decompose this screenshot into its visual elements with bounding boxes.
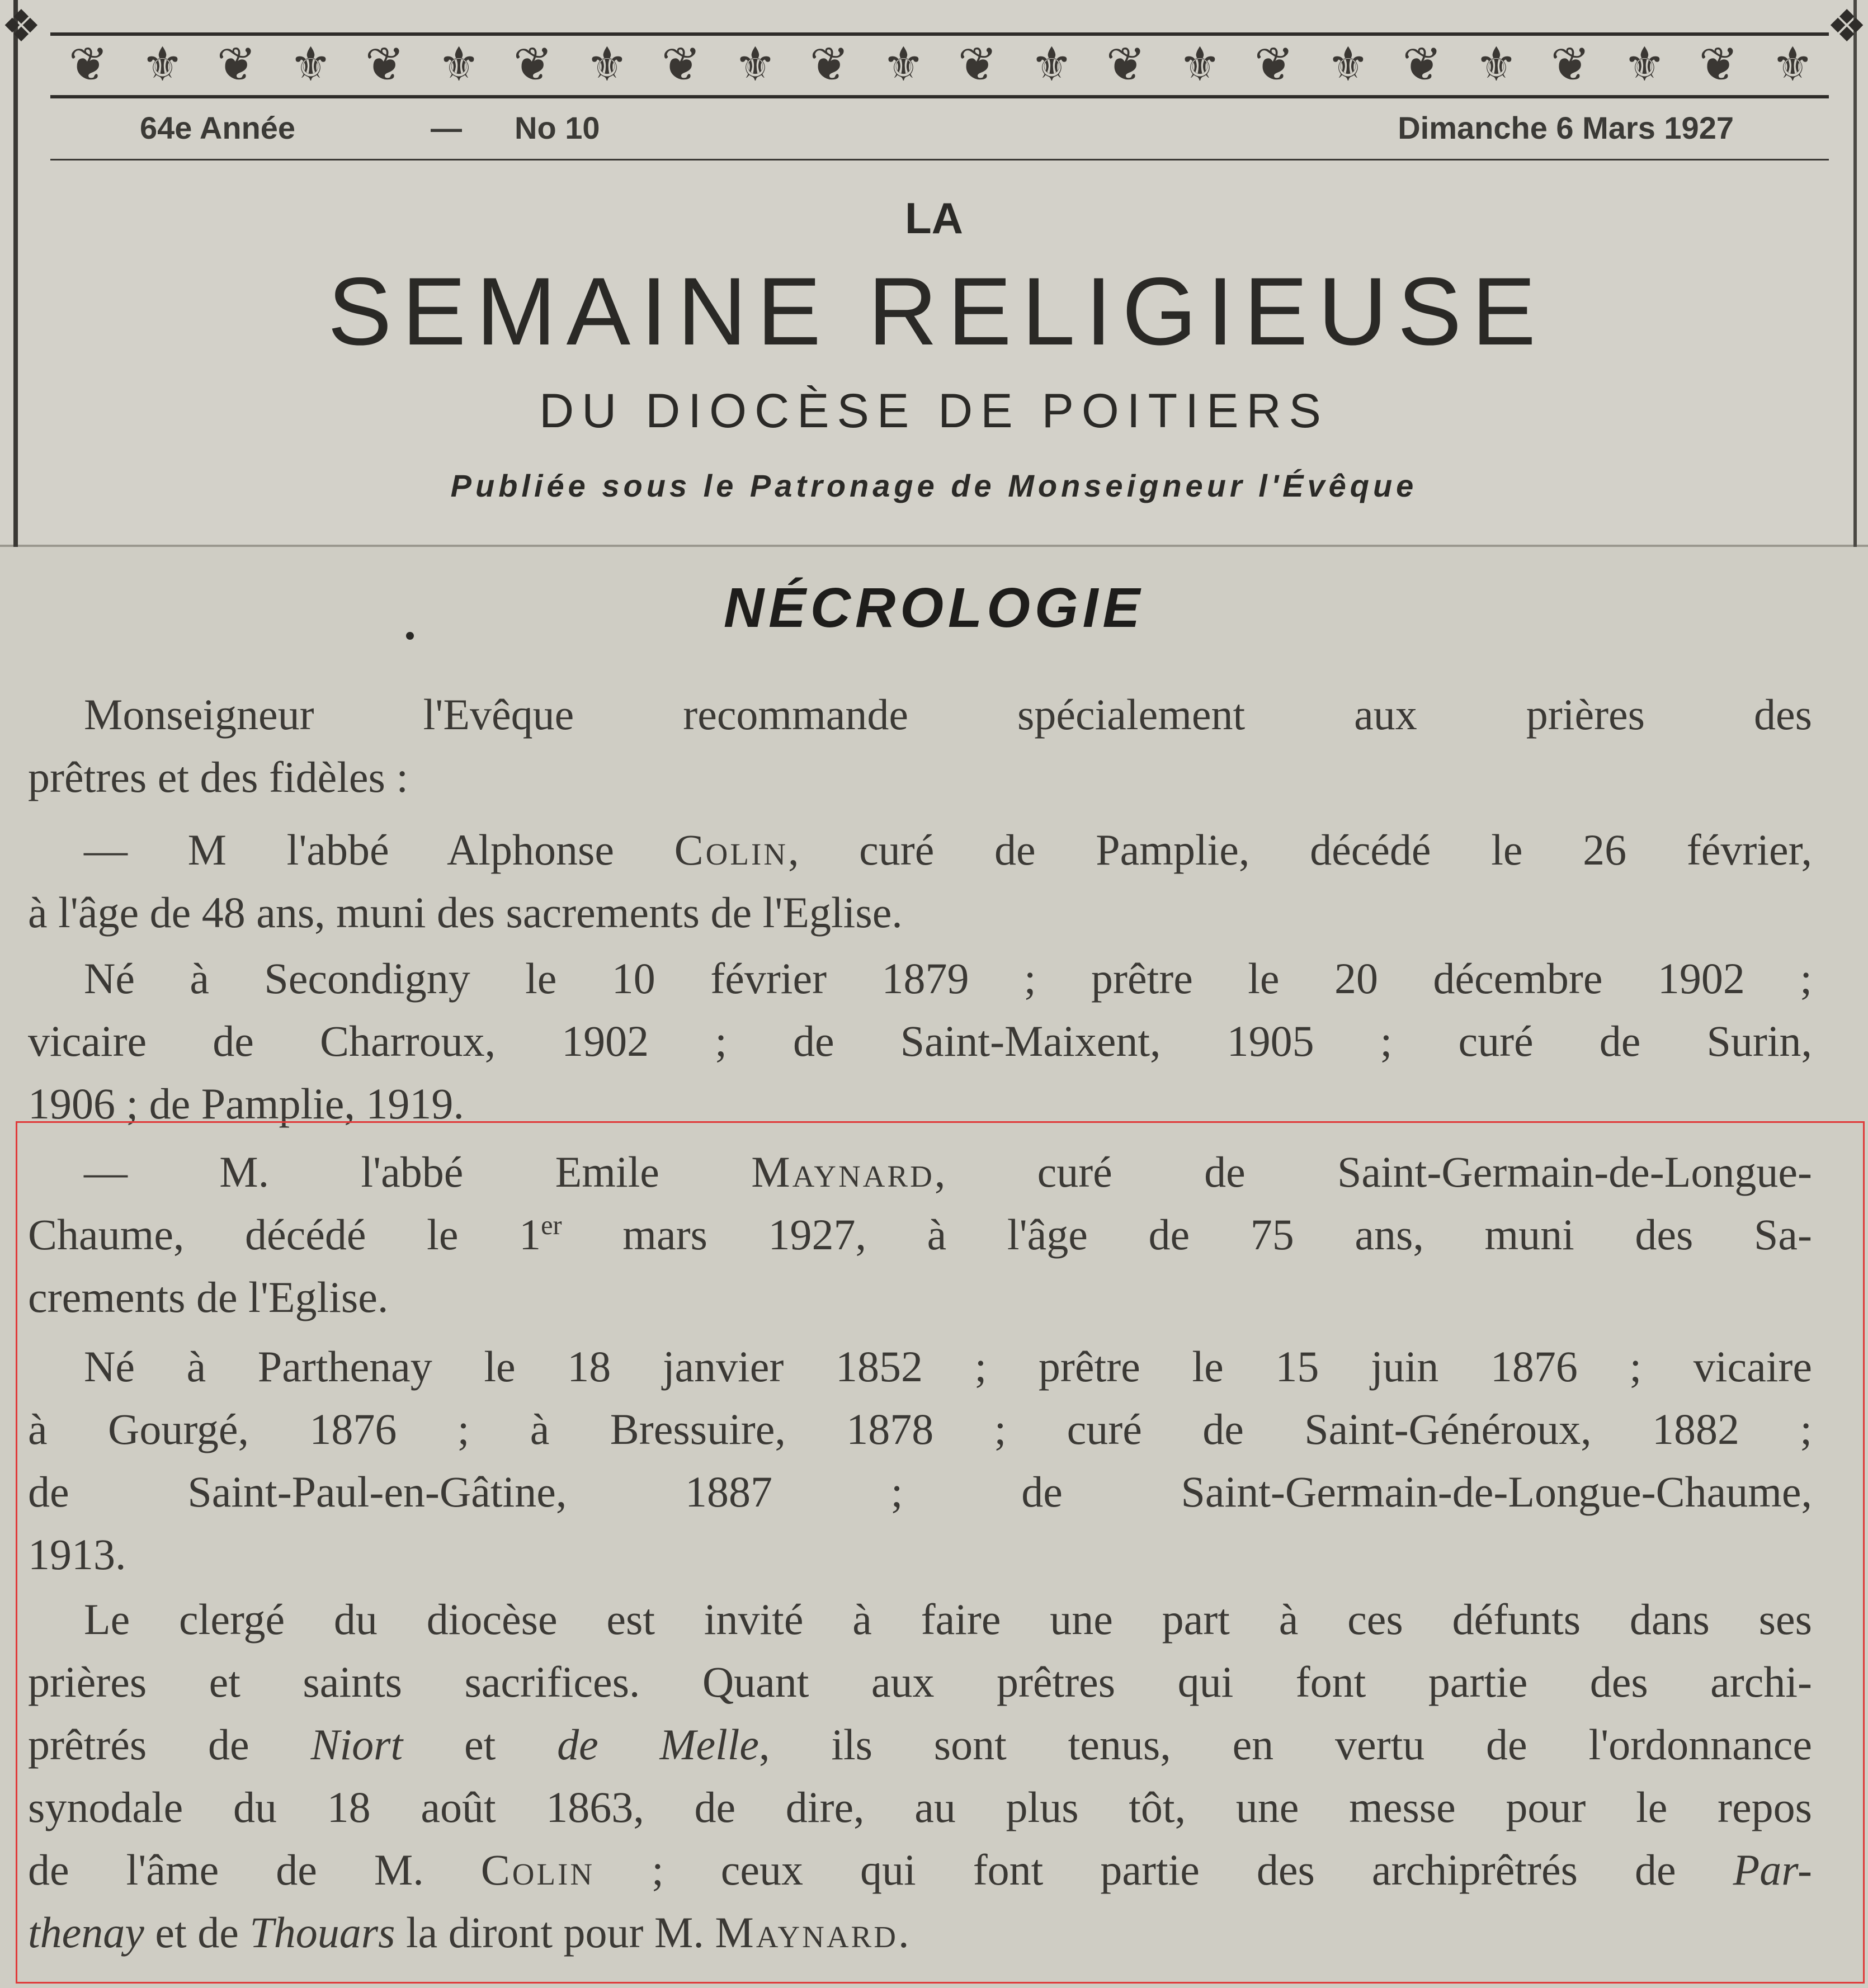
surname: Colin [480,1845,595,1894]
clergy-text: , ils sont tenus, en vertu de l'ordonnance [759,1720,1813,1769]
clergy-text: prêtrés de [28,1720,249,1769]
obituary-text: mars 1927, à l'âge de 75 ans, muni des Sa- [562,1210,1813,1259]
obituary-text: Chaume, décédé le 1 [28,1210,541,1259]
corner-ornament-icon: ❖ [1,2,41,51]
intro-line: Monseigneur l'Evêque recommande spécialement aux prières des [84,690,1812,739]
publication-tagline: Publiée sous le Patronage de Monseigneur l'Évêque [450,468,1418,503]
obituary-text: — M. l'abbé Emile [84,1148,659,1196]
obituary-text: , curé de Pamplie, décédé le 26 février, [788,825,1813,874]
biography-line: à Gourgé, 1876 ; à Bressuire, 1878 ; curé de Saint-Généroux, 1882 ; [28,1405,1812,1453]
fleuron-icon: ❦ [1254,39,1291,91]
fleuron-icon: ⚜ [437,39,477,91]
title-article: LA [905,193,963,243]
fleuron-icon: ⚜ [1327,39,1366,91]
masthead [0,0,1868,547]
fleuron-icon: ❦ [1550,39,1587,91]
surname: Colin [674,825,788,874]
biography-line: Né à Parthenay le 18 janvier 1852 ; prêtre le 15 juin 1876 ; vicaire [84,1342,1812,1391]
fleuron-icon: ❦ [957,39,994,91]
place-name: thenay [28,1908,144,1957]
intro-paragraph [28,683,1812,809]
frame-rule-left [13,0,18,547]
fleuron-icon: ⚜ [1475,39,1515,91]
issue-date: Dimanche 6 Mars 1927 [1398,110,1734,145]
obituary-colin [28,819,1812,944]
fleuron-icon: ⚜ [1030,39,1070,91]
place-name: Niort [310,1720,403,1769]
fleuron-icon: ❦ [809,39,846,91]
biography-line: Né à Secondigny le 10 février 1879 ; prêtre le 20 décembre 1902 ; [84,954,1812,1003]
surname: Maynard [715,1908,898,1957]
clergy-line: synodale du 18 août 1863, de dire, au plus tôt, une messe pour le repos [28,1783,1812,1831]
year-volume: 64e Année [140,110,296,145]
place-name: Par- [1733,1845,1813,1894]
biography-colin [28,947,1812,1135]
ordinal-suffix: er [541,1211,562,1240]
fleuron-icon: ⚜ [289,39,329,91]
frame-rule-right [1853,0,1857,547]
fleuron-icon: ⚜ [1771,39,1810,91]
section-heading: NÉCROLOGIE [723,577,1145,639]
clergy-line: Le clergé du diocèse est invité à faire une part à ces défunts dans ses [84,1595,1812,1644]
clergy-text: . [898,1908,909,1957]
fleuron-icon: ⚜ [586,39,625,91]
fleuron-icon: ❦ [1699,39,1735,91]
fleuron-icon: ❦ [661,39,698,91]
publication-subtitle: DU DIOCÈSE DE POITIERS [539,384,1329,438]
fleuron-icon: ⚜ [882,39,922,91]
biography-line: 1913. [28,1530,126,1579]
highlight-box [16,1121,1865,1984]
obituary-text: , curé de Saint-Germain-de-Longue- [934,1148,1812,1196]
fleuron-icon: ❦ [1106,39,1143,91]
fleuron-icon: ❦ [513,39,550,91]
clergy-text: et [464,1720,496,1769]
place-name: Thouars [249,1908,395,1957]
fleuron-icon: ⚜ [734,39,773,91]
fleuron-icon: ⚜ [1178,39,1218,91]
clergy-text: la diront pour M. [405,1908,704,1957]
clergy-text: ; ceux qui font partie des archiprêtrés de [652,1845,1676,1894]
biography-line: vicaire de Charroux, 1902 ; de Saint-Maixent, 1905 ; curé de Surin, [28,1017,1812,1065]
fleuron-icon: ⚜ [141,39,181,91]
clergy-line: prières et saints sacrifices. Quant aux prêtres qui font partie des archi- [28,1658,1812,1706]
intro-line: prêtres et des fidèles : [28,753,409,801]
corner-ornament-icon: ❖ [1827,2,1867,51]
biography-line: de Saint-Paul-en-Gâtine, 1887 ; de Saint-Germain-de-Longue-Chaume, [28,1467,1812,1516]
dateline [50,103,1829,160]
place-name: de Melle [557,1720,760,1769]
fleuron-icon: ❦ [216,39,253,91]
issue-number: No 10 [515,110,600,145]
fleuron-icon: ❦ [1402,39,1439,91]
fleuron-icon: ⚜ [1623,39,1662,91]
fleuron-icon: ❦ [68,39,105,91]
obituary-text: à l'âge de 48 ans, muni des sacrements de l'Eglise. [28,888,903,937]
dateline-dash: — [431,110,462,145]
obituary-text: — M l'abbé Alphonse [84,825,614,874]
obituary-text: crements de l'Eglise. [28,1273,389,1321]
biography-line: 1906 ; de Pamplie, 1919. [28,1079,464,1128]
clergy-text: et de [155,1908,239,1957]
publication-title: SEMAINE RELIGIEUSE [327,258,1546,365]
fleuron-icon: ❦ [365,39,402,91]
ornament-band [50,32,1829,98]
clergy-text: de l'âme de M. [28,1845,424,1894]
surname: Maynard [751,1148,935,1196]
